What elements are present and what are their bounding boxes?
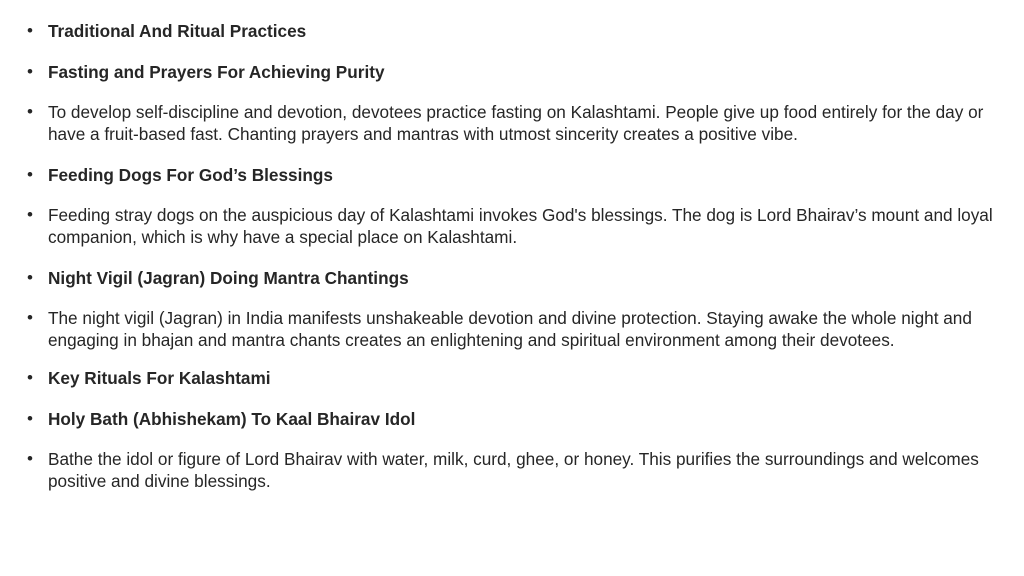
bullet-icon: • [27, 308, 33, 327]
bullet-icon: • [27, 102, 33, 121]
bullet-item-body [26, 307, 998, 351]
bullet-item-body [26, 204, 998, 248]
paragraph-night-vigil: The night vigil (Jagran) in India manifests unshakeable devotion and divine protection. Staying awake the whole night and engaging in bhajan and mantra chants creates an enlightening and spiritual environment among their devotees. [48, 308, 972, 350]
bullet-icon: • [27, 164, 33, 184]
heading-feeding-dogs: Feeding Dogs For God’s Blessings [48, 164, 333, 185]
bullet-item-heading [26, 164, 998, 186]
bullet-icon: • [27, 267, 33, 287]
bullet-icon: • [27, 61, 33, 81]
bullet-item-heading [26, 408, 998, 430]
bullet-icon: • [27, 21, 33, 40]
heading-holy-bath: Holy Bath (Abhishekam) To Kaal Bhairav Idol [48, 408, 416, 429]
bullet-list [26, 20, 998, 492]
heading-fasting-prayers: Fasting and Prayers For Achieving Purity [48, 61, 385, 82]
bullet-item-heading [26, 267, 998, 289]
paragraph-feeding-dogs: Feeding stray dogs on the auspicious day of Kalashtami invokes God's blessings. The dog is Lord Bhairav’s mount and loyal companion, which is why have a special place on Kalashtami. [48, 205, 993, 247]
bullet-item-body [26, 448, 998, 492]
bullet-item-body [26, 101, 998, 145]
bullet-icon: • [27, 408, 33, 428]
paragraph-fasting: To develop self-discipline and devotion, devotees practice fasting on Kalashtami. People give up food entirely for the day or have a fruit-based fast. Chanting prayers and mantras with utmost sincerity creates a positive vibe. [48, 102, 984, 144]
bullet-item-heading [26, 367, 998, 389]
bullet-item-heading [26, 61, 998, 83]
heading-night-vigil: Night Vigil (Jagran) Doing Mantra Chantings [48, 267, 409, 288]
heading-key-rituals: Key Rituals For Kalashtami [48, 368, 271, 388]
heading-traditional-practices: Traditional And Ritual Practices [48, 21, 307, 41]
bullet-icon: • [27, 205, 33, 224]
bullet-icon: • [27, 449, 33, 468]
bullet-item-heading [26, 20, 998, 42]
paragraph-holy-bath: Bathe the idol or figure of Lord Bhairav with water, milk, curd, ghee, or honey. This purifies the surroundings and welcomes positive and divine blessings. [48, 449, 979, 491]
bullet-icon: • [27, 368, 33, 387]
